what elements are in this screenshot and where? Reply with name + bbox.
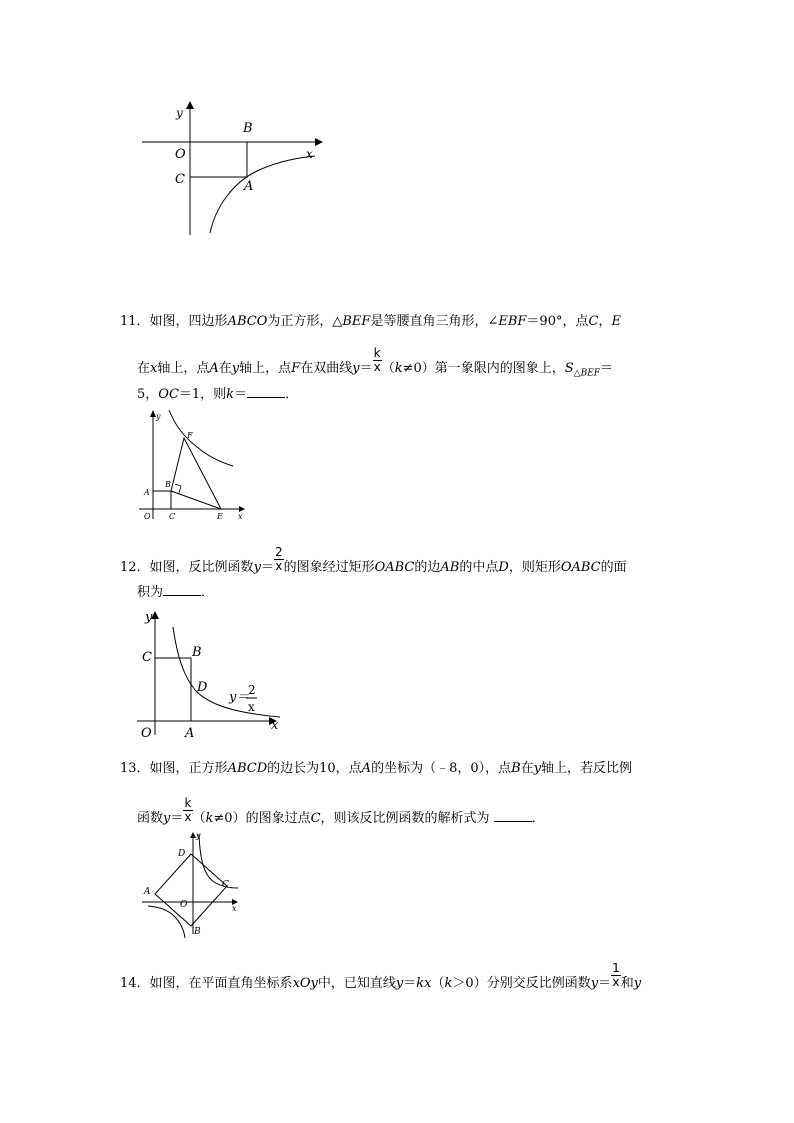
label-O: O [141,726,152,741]
fraction-1-over-x: $\frac{1}{x}$ [612,961,620,989]
q13-line1: 13．如图，正方形ABCD的边长为10，点A的坐标为（﹣8，0），点B在y轴上，若反比例 [120,761,633,776]
hyperbola-curve [210,156,315,233]
figure-q12 [135,605,285,745]
label-x: x [306,147,313,161]
curve-label-den: x [248,700,255,714]
label-F: F [187,431,193,440]
figure-q13 [138,830,248,940]
triangle-BEF [171,438,221,509]
label-O: O [144,512,151,521]
label-C: C [175,172,185,187]
label-x: x [271,718,279,733]
label-D: D [178,849,186,859]
label-A: A [185,726,195,741]
right-angle-mark [175,484,181,493]
label-E: E [217,512,223,521]
figure-q11 [135,405,250,525]
q13-line2: 函数y＝ $\frac{k}{x}$ （k≠0）的图象过点C，则该反比例函数的解析式为 ． [137,796,545,826]
label-y: y [176,106,183,120]
q14-line1: 14．如图，在平面直角坐标系xOy中，已知直线y＝kx（k＞0）分别交反比例函数y＝ $\frac{1}{x}$ 和y [120,961,642,991]
answer-blank[interactable] [494,807,532,822]
label-B: B [165,480,171,489]
hyperbola-branch-1 [199,834,238,888]
hyperbola-curve [169,410,233,466]
hyperbola-branch-2 [148,906,185,938]
q11-line2: 在x轴上，点A在y轴上，点F在双曲线y＝ $\frac{k}{x}$ （k≠0）第一象限内的图象上，$S_{\triangle BEF}=$ [137,346,614,379]
fraction-k-over-x: $\frac{k}{x}$ [373,346,381,374]
figure-hyperbola-rectangle [130,95,330,240]
label-y: y [156,412,161,421]
q11-line3: 5，OC＝1，则k＝ ． [137,383,298,405]
label-D: D [197,680,208,695]
label-O: O [175,147,186,162]
label-B: B [243,121,253,136]
fraction-2-over-x: $\frac{2}{x}$ [274,545,283,573]
rectangle-OBAC [190,142,247,177]
square-ABCD [155,854,227,926]
label-C: C [222,880,229,890]
label-x: x [232,904,237,913]
rectangle-OABC [155,658,191,721]
fraction-k-over-x: $\frac{k}{x}$ [184,796,192,824]
x-axis-arrow [315,138,323,146]
curve-label-y: y＝ [229,690,250,705]
label-A: A [244,179,254,194]
hyperbola-curve [173,627,280,717]
label-C: C [142,650,152,665]
label-B: B [192,645,202,660]
label-B: B [194,927,201,937]
label-x: x [238,512,243,521]
label-A: A [144,488,150,497]
answer-blank[interactable] [163,581,201,596]
q12-line1: 12．如图，反比例函数y＝ $\frac{2}{x}$ 的图象经过矩形OABC的边AB的中点D，则矩形OABC的面 [120,545,627,575]
label-y: y [145,610,153,625]
label-A: A [144,887,151,897]
q12-line2: 积为 ． [137,581,214,603]
label-O: O [180,900,188,910]
y-axis-arrow [186,101,194,109]
curve-label-num: 2 [248,683,256,697]
label-C: C [169,512,176,521]
answer-blank[interactable] [247,383,285,398]
q11-line1: 11．如图，四边形ABCO为正方形，△BEF是等腰直角三角形，∠EBF＝90°，点C，E [120,314,621,329]
label-y: y [196,831,201,840]
square-ABCO [153,491,171,509]
